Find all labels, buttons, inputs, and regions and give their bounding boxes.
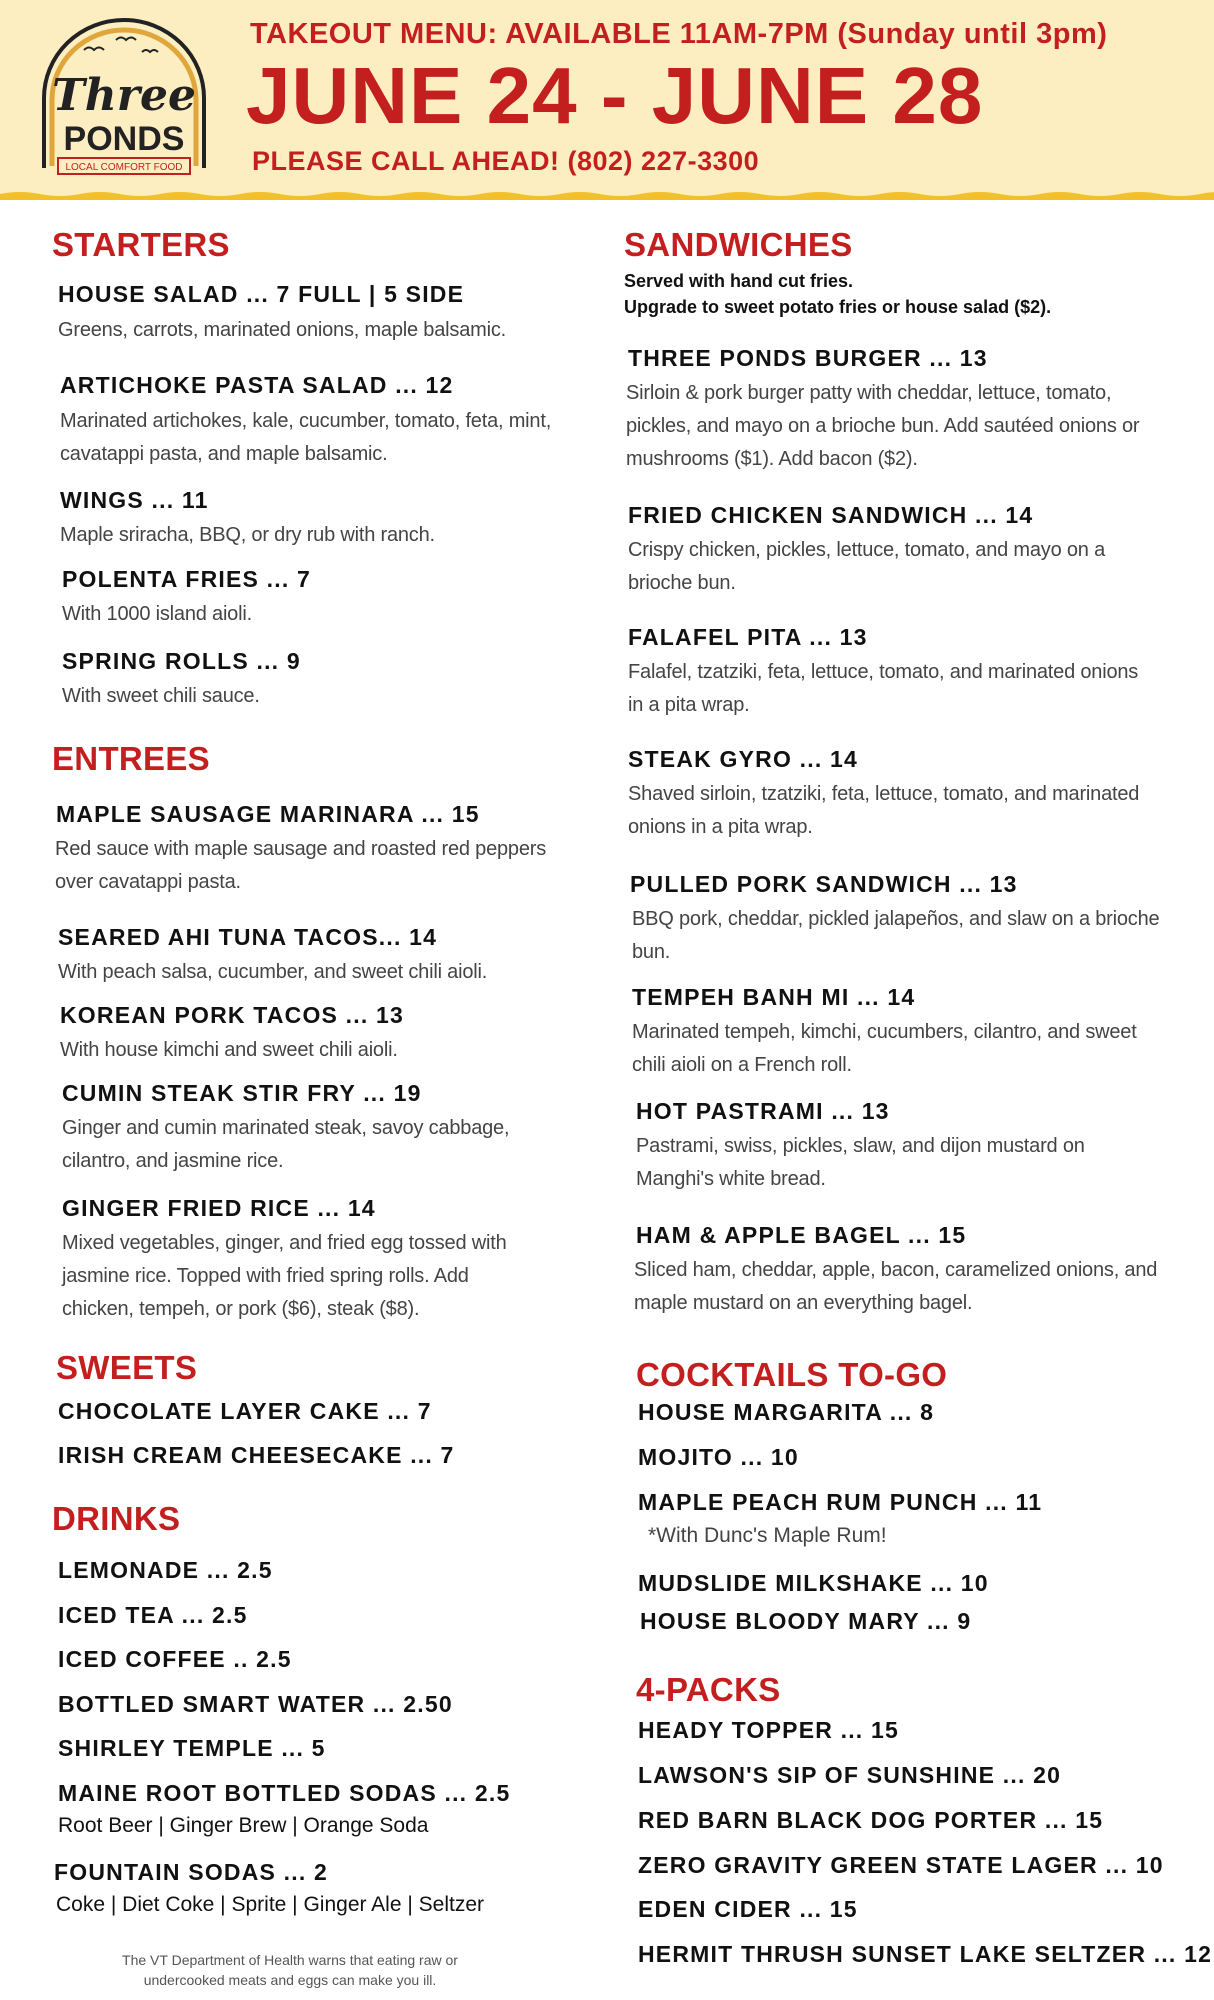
sandwich-item-title: STEAK GYRO ... 14 <box>628 746 859 772</box>
entree-item-desc: Red sauce with maple sausage and roasted red peppers over cavatappi pasta. <box>55 838 547 893</box>
header-banner <box>0 0 1214 196</box>
fourpack-item-title: ZERO GRAVITY GREEN STATE LAGER ... 10 <box>638 1852 1164 1878</box>
fourpack-item-title: HEADY TOPPER ... 15 <box>638 1717 899 1743</box>
sandwich-item-title: TEMPEH BANH MI ... 14 <box>632 984 916 1010</box>
drink-item-title: ICED COFFEE .. 2.5 <box>58 1646 292 1672</box>
health-warning <box>100 1950 480 1990</box>
header-wavy-border <box>0 188 1214 204</box>
sweet-item-title: IRISH CREAM CHEESECAKE ... 7 <box>58 1442 455 1468</box>
starter-item-desc: With 1000 island aioli. <box>62 603 252 625</box>
sandwich-item-desc: Falafel, tzatziki, feta, lettuce, tomato, and marinated onions in a pita wrap. <box>628 661 1139 716</box>
entree-item-desc: With house kimchi and sweet chili aioli. <box>60 1039 398 1061</box>
cocktail-item-title: MOJITO ... 10 <box>638 1444 799 1470</box>
starter-item-title: POLENTA FRIES ... 7 <box>62 566 311 592</box>
drink-item-title: FOUNTAIN SODAS ... 2 <box>54 1859 329 1885</box>
starter-item-desc: Marinated artichokes, kale, cucumber, tomato, feta, mint, cavatappi pasta, and maple balsamic. <box>60 410 552 465</box>
sandwich-item-title: FALAFEL PITA ... 13 <box>628 624 868 650</box>
entree-item-title: CUMIN STEAK STIR FRY ... 19 <box>62 1080 422 1106</box>
fourpack-item-title: LAWSON'S SIP OF SUNSHINE ... 20 <box>638 1762 1062 1788</box>
logo-word-three: Three <box>52 70 196 121</box>
health-warning-line: The VT Department of Health warns that eating raw or <box>122 1952 458 1968</box>
starter-item-title: SPRING ROLLS ... 9 <box>62 648 301 674</box>
cocktail-item-title: MAPLE PEACH RUM PUNCH ... 11 <box>638 1489 1043 1515</box>
sandwich-item-title: HOT PASTRAMI ... 13 <box>636 1098 890 1124</box>
sandwich-item-desc: Sliced ham, cheddar, apple, bacon, caramelized onions, and maple mustard on an everything bagel. <box>634 1259 1158 1314</box>
takeout-hours: TAKEOUT MENU: AVAILABLE 11AM-7PM (Sunday until 3pm) <box>250 18 1108 50</box>
cocktail-item-title: HOUSE BLOODY MARY ... 9 <box>640 1608 972 1634</box>
call-ahead-phone: PLEASE CALL AHEAD! (802) 227-3300 <box>252 146 760 176</box>
drink-item-desc: Coke | Diet Coke | Sprite | Ginger Ale | Seltzer <box>56 1893 484 1916</box>
health-warning-line: undercooked meats and eggs can make you ill. <box>143 1972 437 1988</box>
sandwich-item-desc: Sirloin & pork burger patty with cheddar, lettuce, tomato, pickles, and mayo on a brioche bun. Add sautéed onions or mushrooms ($1). Add bacon ($2). <box>626 382 1140 470</box>
sandwiches-note: Upgrade to sweet potato fries or house salad ($2). <box>624 297 1052 317</box>
starters-heading: STARTERS <box>52 226 230 263</box>
sandwich-item-title: FRIED CHICKEN SANDWICH ... 14 <box>628 502 1034 528</box>
entree-item-title: GINGER FRIED RICE ... 14 <box>62 1195 376 1221</box>
logo-tagline: LOCAL COMFORT FOOD <box>65 162 183 173</box>
starter-item-desc: Greens, carrots, marinated onions, maple balsamic. <box>58 319 506 341</box>
sandwich-item-desc: Marinated tempeh, kimchi, cucumbers, cilantro, and sweet chili aioli on a French roll. <box>632 1021 1137 1076</box>
fourpack-item-title: EDEN CIDER ... 15 <box>638 1896 858 1922</box>
drink-item-title: ICED TEA ... 2.5 <box>58 1602 248 1628</box>
drink-item-desc: Root Beer | Ginger Brew | Orange Soda <box>58 1814 429 1837</box>
drink-item-title: SHIRLEY TEMPLE ... 5 <box>58 1735 326 1761</box>
starter-item-desc: With sweet chili sauce. <box>62 685 260 707</box>
drink-item-title: BOTTLED SMART WATER ... 2.50 <box>58 1691 453 1717</box>
starter-item-desc: Maple sriracha, BBQ, or dry rub with ranch. <box>60 524 435 546</box>
cocktail-item-desc: *With Dunc's Maple Rum! <box>648 1524 887 1547</box>
entree-item-desc: Ginger and cumin marinated steak, savoy cabbage, cilantro, and jasmine rice. <box>62 1117 510 1172</box>
sandwich-item-desc: Crispy chicken, pickles, lettuce, tomato, and mayo on a brioche bun. <box>628 539 1106 594</box>
sandwich-item-title: HAM & APPLE BAGEL ... 15 <box>636 1222 967 1248</box>
sandwich-item-title: THREE PONDS BURGER ... 13 <box>628 345 988 371</box>
sandwich-item-title: PULLED PORK SANDWICH ... 13 <box>630 871 1018 897</box>
sandwich-item-desc: BBQ pork, cheddar, pickled jalapeños, and slaw on a brioche bun. <box>632 908 1160 963</box>
starter-item-title: WINGS ... 11 <box>60 487 209 513</box>
drinks-heading: DRINKS <box>52 1500 181 1537</box>
sweets-heading: SWEETS <box>56 1349 198 1386</box>
entrees-heading: ENTREES <box>52 740 210 777</box>
sandwich-item-desc: Shaved sirloin, tzatziki, feta, lettuce, tomato, and marinated onions in a pita wrap. <box>628 783 1140 838</box>
entree-item-desc: With peach salsa, cucumber, and sweet chili aioli. <box>58 961 488 983</box>
entree-item-title: MAPLE SAUSAGE MARINARA ... 15 <box>56 801 480 827</box>
entree-item-desc: Mixed vegetables, ginger, and fried egg tossed with jasmine rice. Topped with fried spring rolls. Add chicken, tempeh, or pork ($6), steak ($8). <box>62 1232 507 1320</box>
menu-dates: JUNE 24 - JUNE 28 <box>246 51 984 140</box>
cocktails-heading: COCKTAILS TO-GO <box>636 1356 948 1393</box>
sandwich-item-desc: Pastrami, swiss, pickles, slaw, and dijon mustard on Manghi's white bread. <box>636 1135 1085 1190</box>
drink-item-title: MAINE ROOT BOTTLED SODAS ... 2.5 <box>58 1780 511 1806</box>
logo-word-ponds: PONDS <box>63 120 185 158</box>
fourpack-item-title: HERMIT THRUSH SUNSET LAKE SELTZER ... 12 <box>638 1941 1213 1967</box>
sandwiches-heading: SANDWICHES <box>624 226 853 263</box>
drink-item-title: LEMONADE ... 2.5 <box>58 1557 273 1583</box>
sandwiches-note: Served with hand cut fries. <box>624 271 854 291</box>
starter-item-title: ARTICHOKE PASTA SALAD ... 12 <box>60 372 454 398</box>
three-ponds-logo <box>32 18 217 180</box>
sweet-item-title: CHOCOLATE LAYER CAKE ... 7 <box>58 1398 432 1424</box>
cocktail-item-title: HOUSE MARGARITA ... 8 <box>638 1399 935 1425</box>
fourpacks-heading: 4-PACKS <box>636 1671 781 1708</box>
entree-item-title: SEARED AHI TUNA TACOS... 14 <box>58 924 438 950</box>
fourpack-item-title: RED BARN BLACK DOG PORTER ... 15 <box>638 1807 1104 1833</box>
cocktail-item-title: MUDSLIDE MILKSHAKE ... 10 <box>638 1570 989 1596</box>
entree-item-title: KOREAN PORK TACOS ... 13 <box>60 1002 405 1028</box>
starter-item-title: HOUSE SALAD ... 7 FULL | 5 SIDE <box>58 281 465 307</box>
